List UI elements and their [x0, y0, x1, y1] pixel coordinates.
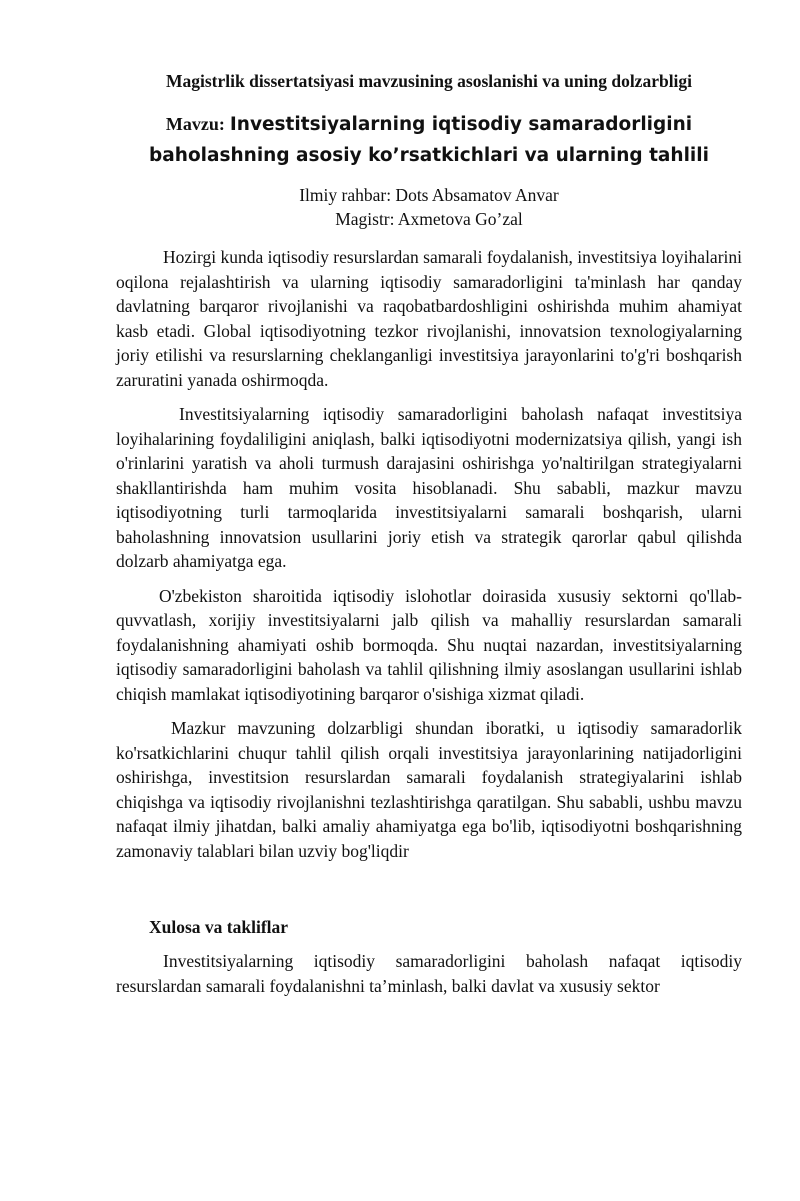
- paragraph-2: Investitsiyalarning iqtisodiy samaradorligini baholash nafaqat investitsiya loyihalarining foydaliligini aniqlash, balki iqtisodiyotni modernizatsiya qilish, yangi ish o'rinlarini yaratish va aholi turmush darajasini oshirishga yo'naltirilgan strategiyalarni shakllantirishda ham muhim vosita hisoblanadi. Shu sababli, mazkur mavzu iqtisodiyotning turli tarmoqlarida investitsiyalarni samarali boshqarish, ularni baholashning innovatsion usullarini joriy etish va strategik qarorlar qabul qilishda dolzarb ahamiyatga ega.: [116, 404, 742, 571]
- topic-title: Investitsiyalarning iqtisodiy samaradorligini baholashning asosiy ko’rsatkichlari va ularning tahlili: [149, 114, 709, 166]
- paragraph-4: Mazkur mavzuning dolzarbligi shundan iboratki, u iqtisodiy samaradorlik ko'rsatkichlarini chuqur tahlil qilish orqali investitsiya jarayonlarining natijadorligini oshirishga, investitsion resurslardan samarali foydalanish strategiyalarini ishlab chiqishga va iqtisodiy rivojlanishni tezlashtirishga qaratilgan. Shu sababli, ushbu mavzu nafaqat ilmiy jihatdan, balki amaliy ahamiyatga ega bo'lib, iqtisodiyotni boshqarishning zamonaviy talablari bilan uzviy bog'liqdir: [116, 718, 742, 861]
- document-heading: Magistrlik dissertatsiyasi mavzusining asoslanishi va uning dolzarbligi: [165, 71, 693, 91]
- supervisor-line: Ilmiy rahbar: Dots Absamatov Anvar: [299, 185, 559, 205]
- author-info: [116, 183, 742, 231]
- student-line: Magistr: Axmetova Go’zal: [335, 209, 523, 229]
- paragraph-3: O'zbekiston sharoitida iqtisodiy islohotlar doirasida xususiy sektorni qo'llab-quvvatlash, xorijiy investitsiyalarni jalb qilish va mahalliy resurslardan samarali foydalanishning ahamiyati oshib bormoqda. Shu nuqtai nazardan, investitsiyalarning iqtisodiy samaradorligini baholash va tahlil qilishning ilmiy asoslangan usullarini ishlab chiqish mamlakat iqtisodiyotining barqaror o'sishiga xizmat qiladi.: [116, 585, 742, 704]
- conclusion-heading: Xulosa va takliflar: [149, 917, 289, 937]
- conclusion-paragraph: Investitsiyalarning iqtisodiy samaradorligini baholash nafaqat iqtisodiy resurslardan samarali foydalanishni ta’minlash, balki davlat va xususiy sektor: [116, 951, 742, 996]
- topic-label: Mavzu:: [165, 114, 225, 134]
- topic-block: [116, 109, 742, 171]
- document-page: [0, 70, 800, 1201]
- paragraph-1: Hozirgi kunda iqtisodiy resurslardan samarali foydalanish, investitsiya loyihalarini oqilona rejalashtirish va ularning iqtisodiy samaradorligini ta'minlash har qanday davlatning barqaror rivojlanishi va raqobatbardoshligini oshirishda muhim ahamiyat kasb etadi. Global iqtisodiyotning tezkor rivojlanishi, innovatsion texnologiyalarning joriy etilishi va resurslarning cheklanganligi investitsiya jarayonlarini to'g'ri boshqarish zaruratini yanada oshirmoqda.: [116, 247, 742, 390]
